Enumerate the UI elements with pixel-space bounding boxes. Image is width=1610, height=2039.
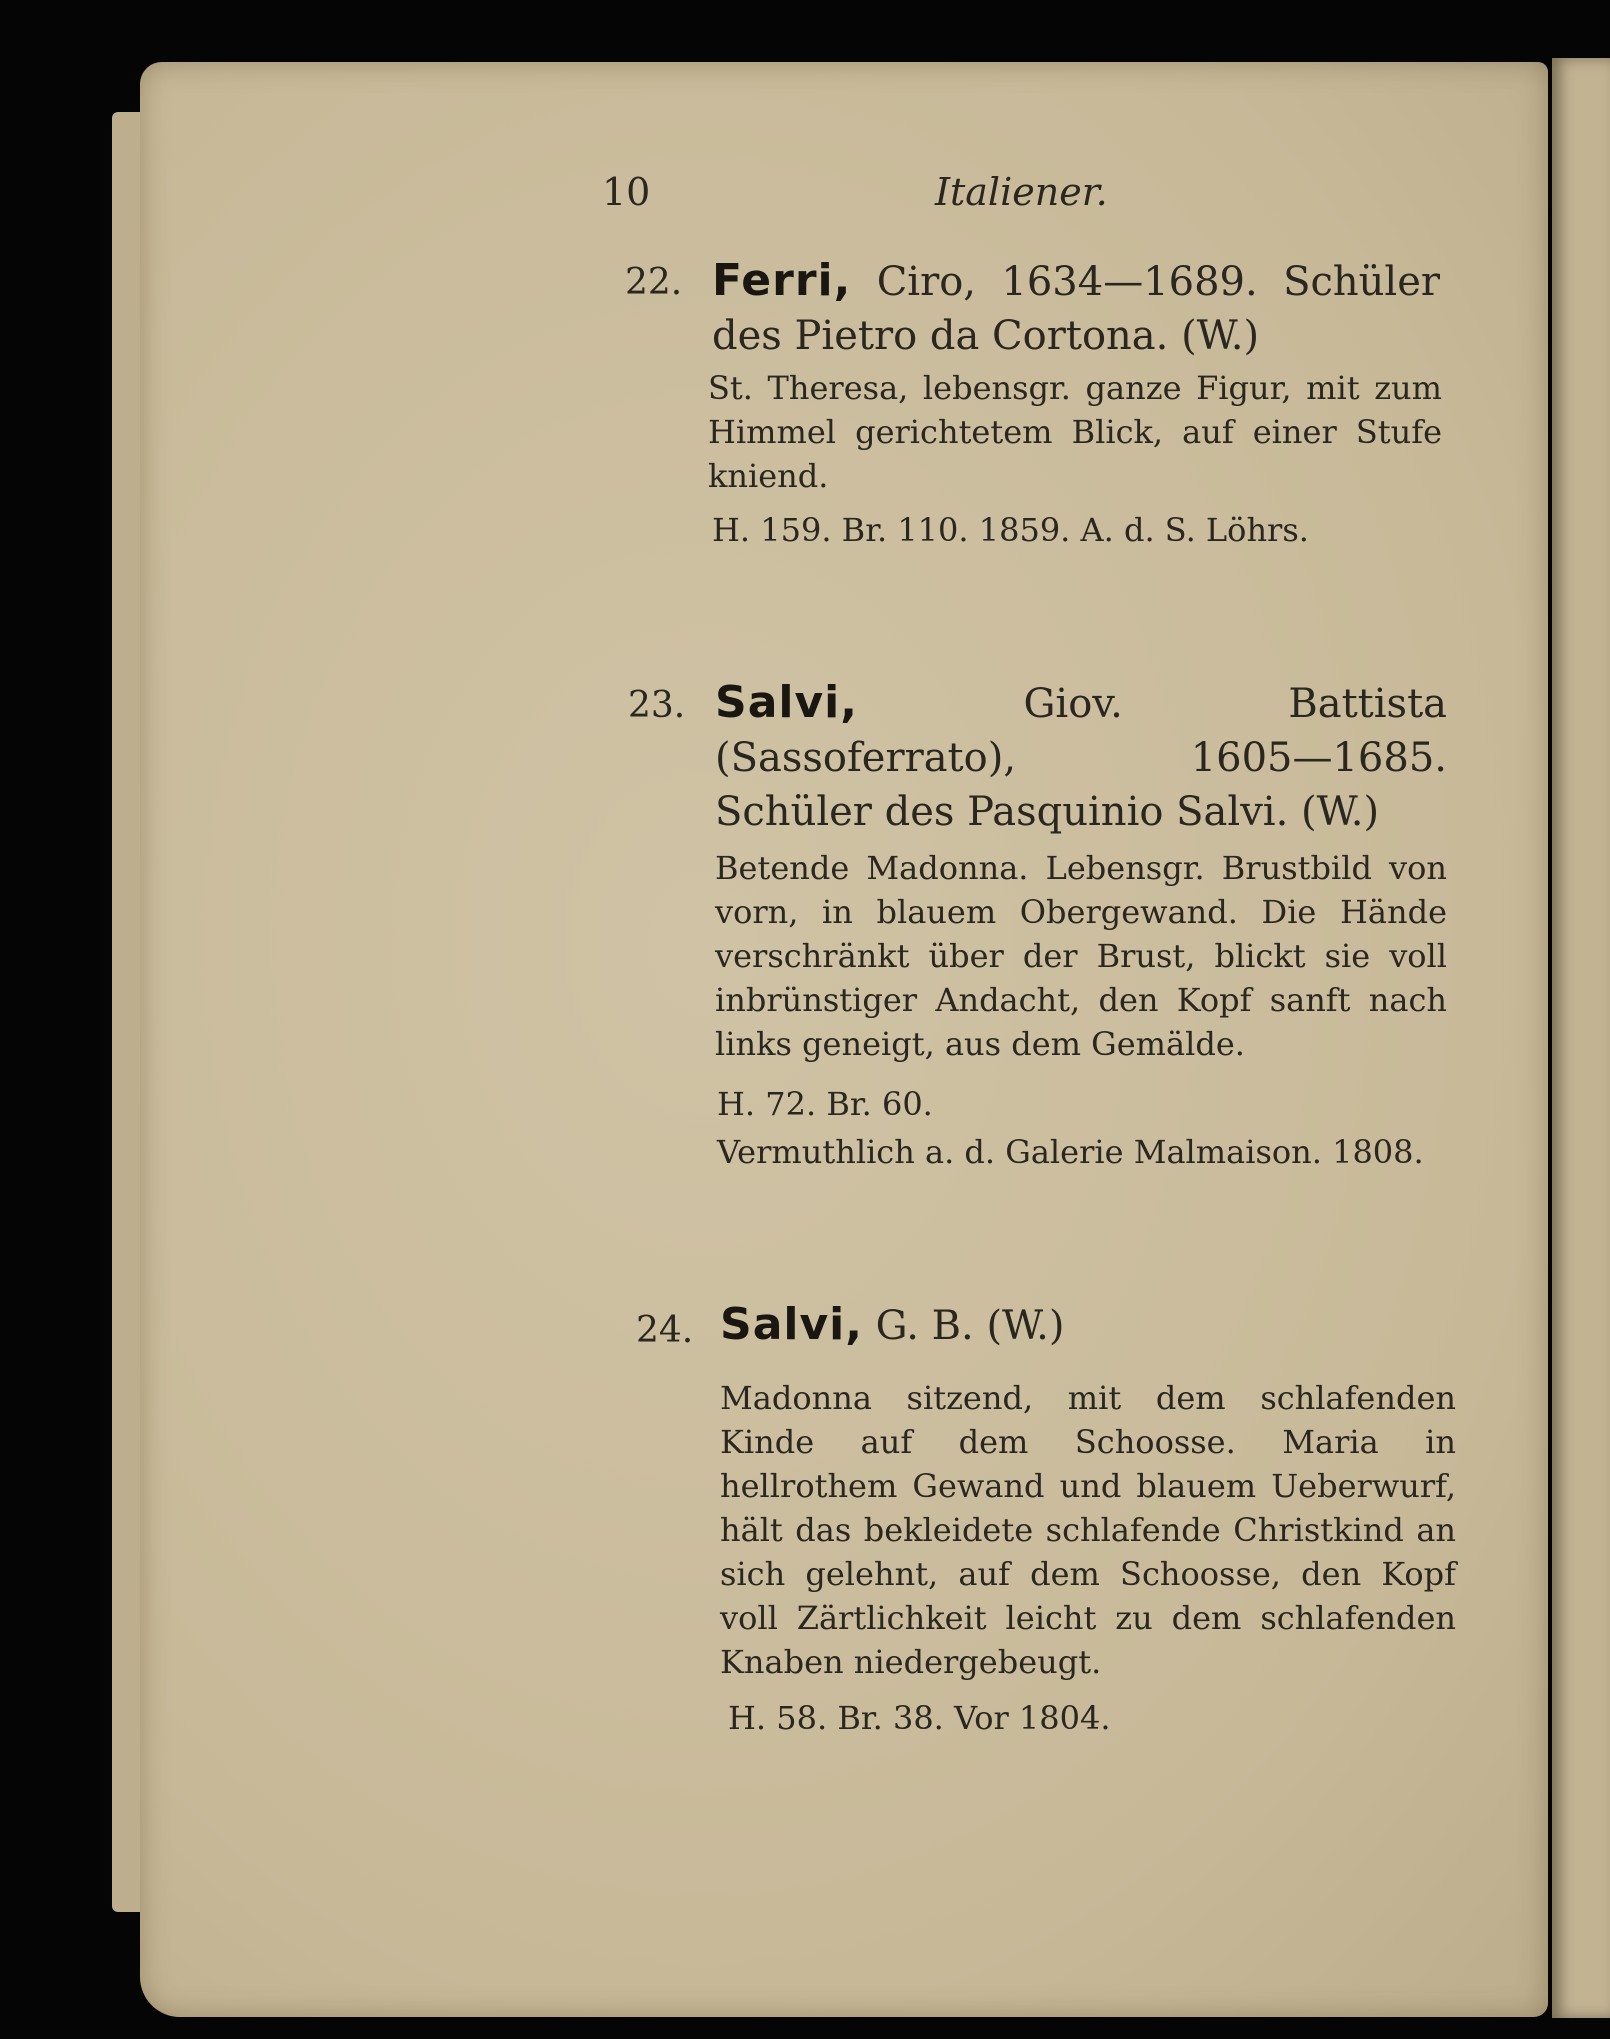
artist-details: Giov. Battista (Sassoferrato), 1605—1685. Schüler des Pasquinio Salvi. (W.) (715, 681, 1447, 835)
artist-heading (712, 254, 1440, 363)
artwork-meta: H. 58. Br. 38. Vor 1804. (728, 1699, 1111, 1737)
artwork-description: St. Theresa, lebensgr. ganze Figur, mit zum Himmel gerichtetem Blick, auf einer Stufe kniend. (708, 369, 1442, 495)
artist-name: Ferri, (712, 255, 852, 306)
artist-name: Salvi, (720, 1299, 863, 1350)
artist-details: Ciro, 1634—1689. Schüler des Pietro da Cortona. (W.) (712, 259, 1441, 359)
artwork-description: Madonna sitzend, mit dem schlafenden Kinde auf dem Schoosse. Maria in hellrothem Gewand und blauem Ueberwurf, hält das bekleidete schlafende Christkind an sich gelehnt, auf dem Schoosse, den Kopf voll Zärtlichkeit leicht zu dem schlafenden Knaben niedergebeugt. (720, 1379, 1456, 1681)
artwork-meta: H. 159. Br. 110. 1859. A. d. S. Löhrs. (712, 511, 1309, 549)
artist-details: G. B. (W.) (875, 1303, 1065, 1349)
page-number: 10 (602, 170, 651, 214)
facing-page-edge (1552, 58, 1610, 2018)
artist-heading (715, 676, 1447, 839)
entry-number: 23. (628, 685, 686, 726)
section-title: Italiener. (935, 170, 1108, 214)
artwork-description: Betende Madonna. Lebensgr. Brustbild von vorn, in blauem Obergewand. Die Hände verschränkt über der Brust, blickt sie voll inbrünstiger Andacht, den Kopf sanft nach links geneigt, aus dem Gemälde. (715, 849, 1447, 1063)
entry-number: 24. (636, 1310, 694, 1351)
artwork-meta: H. 72. Br. 60. (717, 1085, 933, 1123)
artist-heading (720, 1298, 1440, 1353)
artwork-provenance: Vermuthlich a. d. Galerie Malmaison. 1808. (717, 1133, 1424, 1171)
entry-number: 22. (625, 262, 683, 303)
artist-name: Salvi, (715, 677, 858, 728)
